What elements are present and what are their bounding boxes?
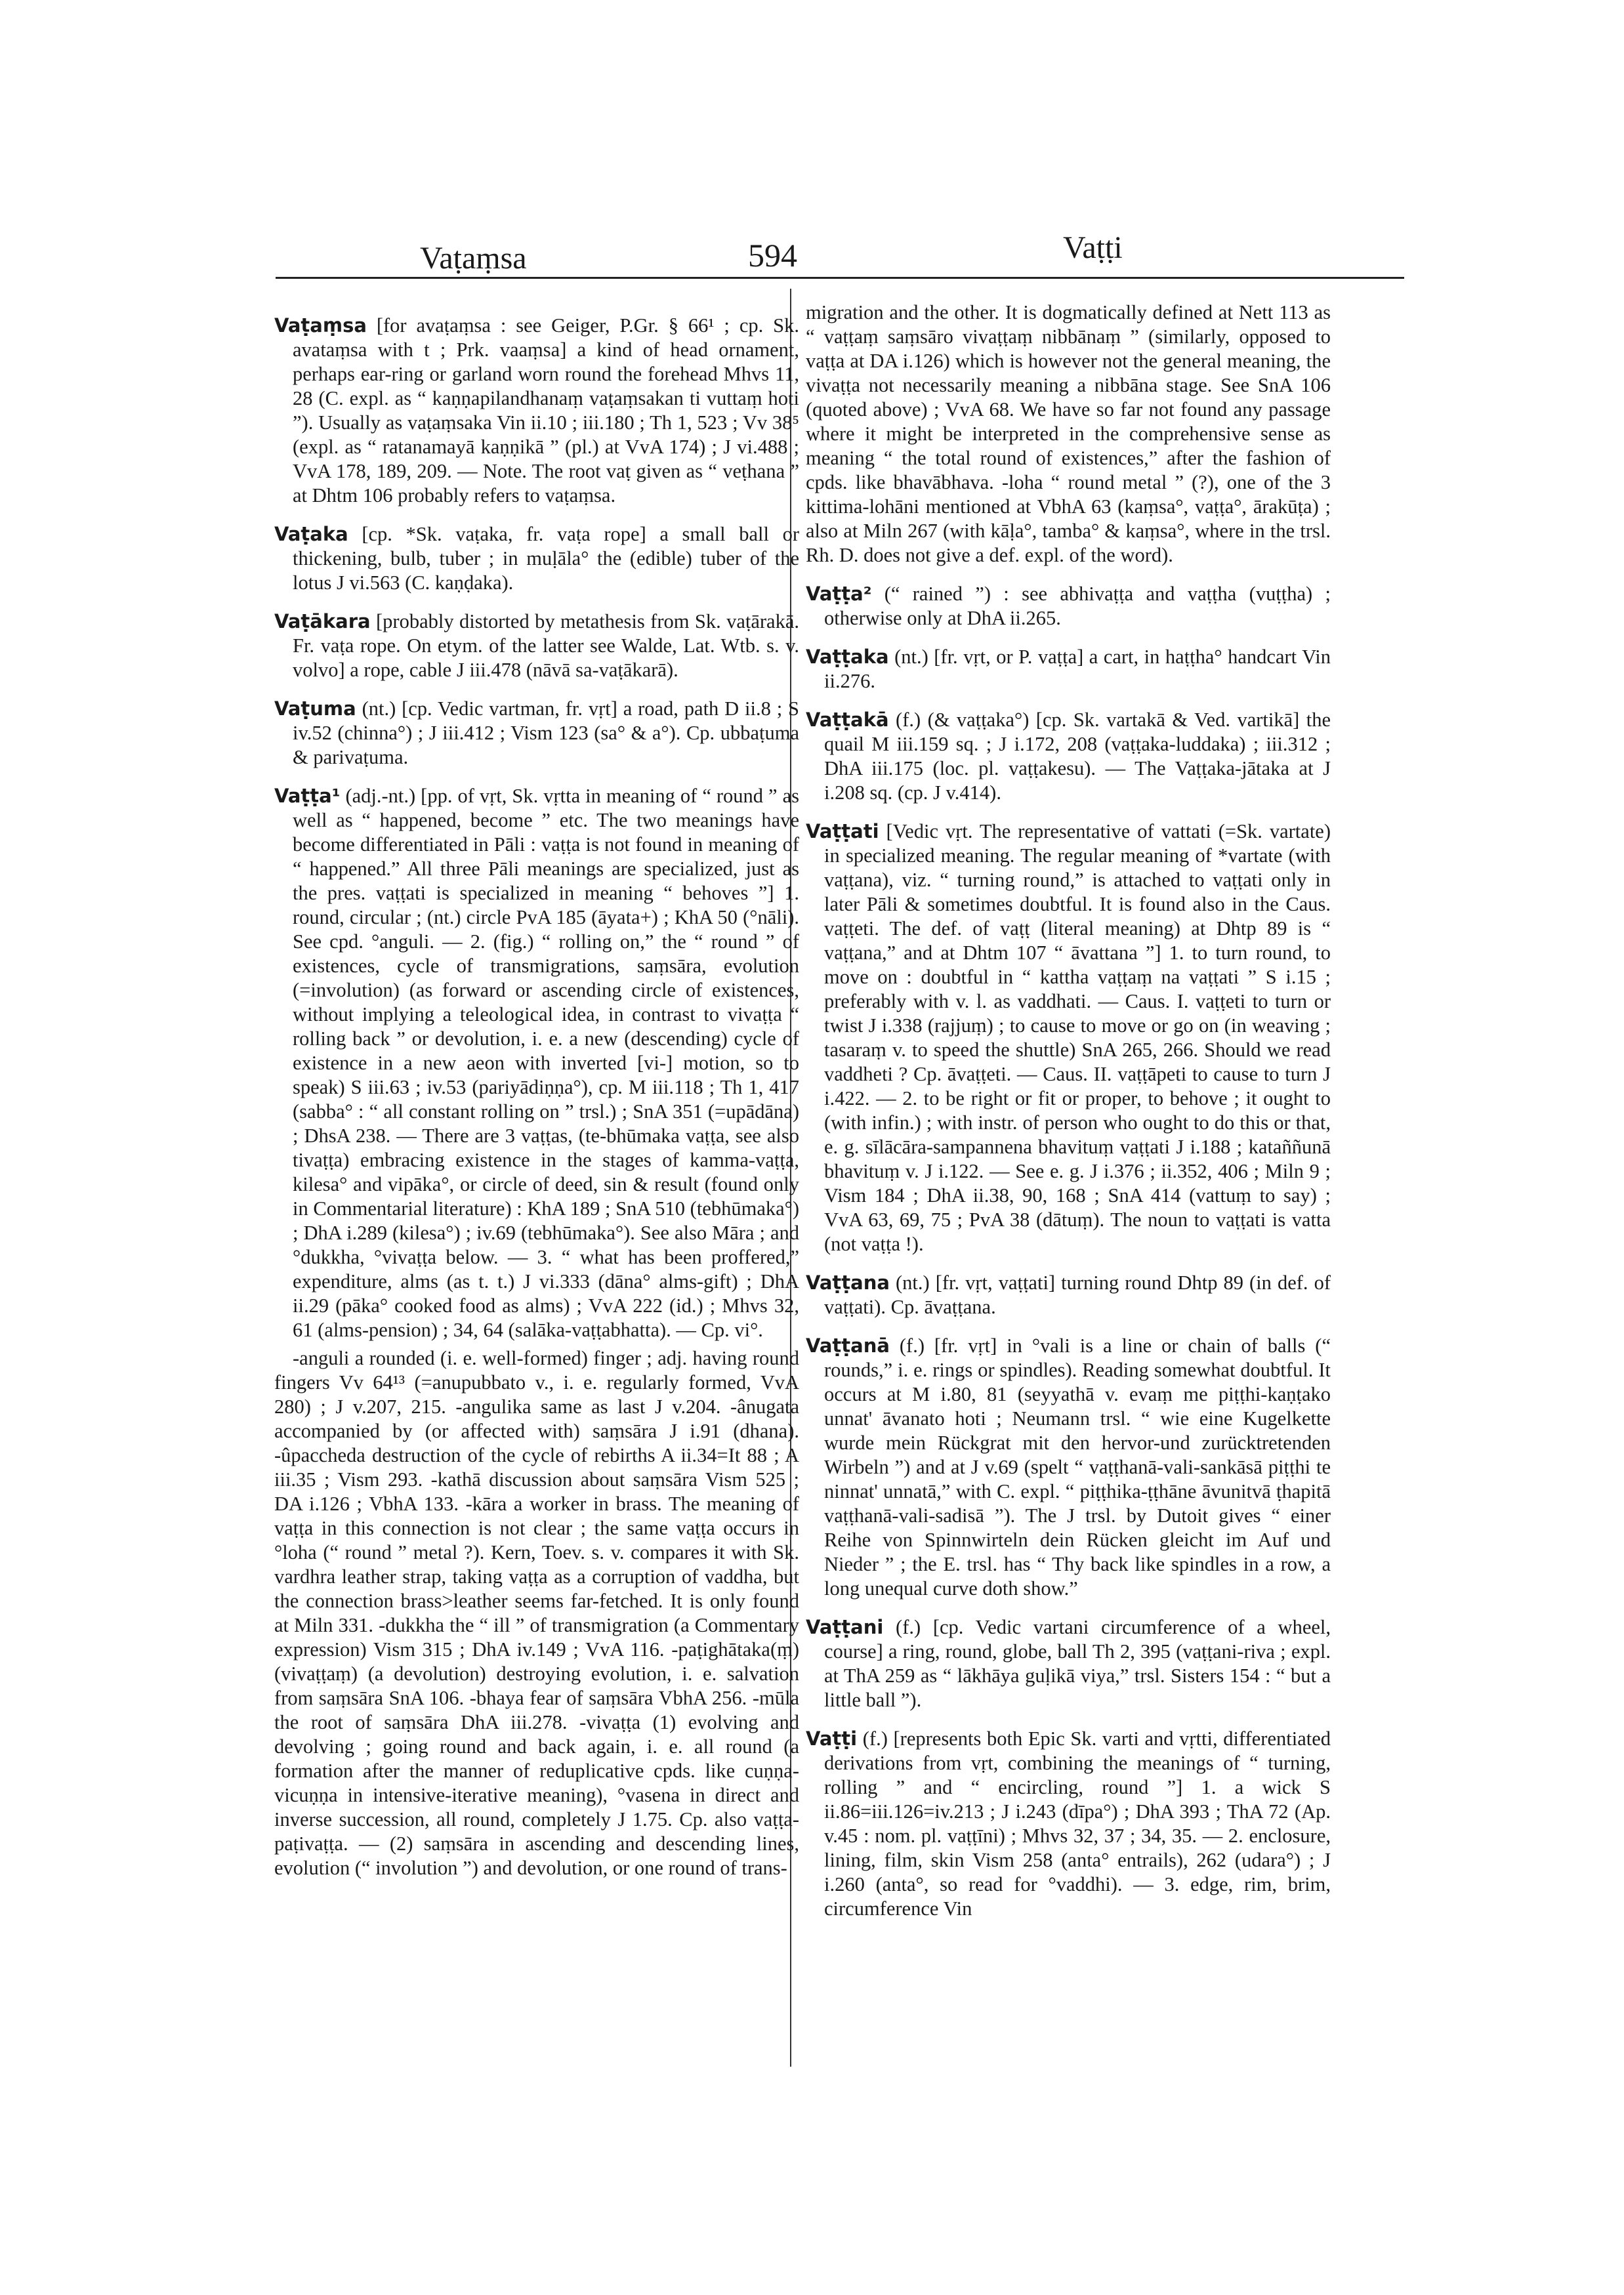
page-number: 594 [748,237,797,274]
entry-vattani [806,1615,1331,1712]
header-left-word: Vaṭaṃsa [420,241,527,276]
entry-text: migration and the other. It is dogmatically defined at Nett 113 as “ vaṭṭaṃ saṃsāro vivaṭṭaṃ nibbānaṃ ” (similarly, opposed to vaṭṭa at DA i.126) which is however not the general meaning, the vivaṭṭa not necessarily meaning a nibbāna stage. See SnA 106 (quoted above) ; VvA 68. We have so far not found any passage where it might be interpreted in the comprehensive sense as meaning “ the total round of existences,” after the fashion of cpds. like bhavābhava. -loha “ round metal ” (?), one of the 3 kittima-lohāni mentioned at VbhA 63 (kaṃsa°, vaṭṭa°, ārakūṭa) ; also at Miln 267 (with kāḷa°, tamba° & kaṃsa°, where in the trsl. Rh. D. does not give a def. expl. of the word). [806,301,1331,566]
headword: Vaṭṭakā [806,709,889,731]
entry-vatamsa [274,314,799,508]
headword: Vaṭṭaka [806,646,889,668]
entry-vatti [806,1727,1331,1921]
entry-text: (nt.) [cp. Vedic vartman, fr. vṛt] a road, path D ii.8 ; S iv.52 (chinna°) ; J iii.412 ; Vism 123 (sa° & a°). Cp. ubbaṭuma & parivaṭuma. [293,697,800,768]
headword: Vaṭṭa² [806,583,872,605]
entry-text: -anguli a rounded (i. e. well-formed) finger ; adj. having round fingers Vv 64¹³ (=anupubbato v., i. e. regularly formed, VvA 280) ; J v.207, 215. -angulika same as last J v.204. -ânugata accompanied by (or affected with) saṃsāra J i.91 (dhana). -ûpaccheda destruction of the cycle of rebirths A ii.34=It 88 ; A iii.35 ; Vism 293. -kathā discussion about saṃsāra Vism 525 ; DA i.126 ; VbhA 133. -kāra a worker in brass. The meaning of vaṭṭa in this connection is not clear ; the same vaṭṭa occurs in °loha (“ round ” metal ?). Kern, Toev. s. v. compares it with Sk. vardhra leather strap, taking vaṭṭa as a corruption of vaddha, but the connection brass>leather seems far-fetched. It is only found at Miln 331. -dukkha the “ ill ” of transmigration (a Commentary expression) Vism 315 ; DhA iv.149 ; VvA 116. -paṭighātaka(ṃ) (vivaṭṭaṃ) (a devolution) destroying evolution, i. e. salvation from saṃsāra SnA 106. -bhaya fear of saṃsāra VbhA 256. -mūla the root of saṃsāra DhA iii.278. -vivaṭṭa (1) evolving and devolving ; going round and back again, i. e. all round (a formation after the manner of reduplicative cpds. like cuṇṇa-vicuṇṇa in intensive-iterative meaning), °vasena in direct and inverse succession, all round, completely J 1.75. Cp. also vaṭṭa-paṭivaṭṭa. — (2) saṃsāra in ascending and descending lines, evolution (“ involution ”) and devolution, or one round of trans- [274,1347,799,1879]
entry-text: [Vedic vṛt. The representative of vattati (=Sk. vartate) in specialized meaning. The regular meaning of *vartate (with vaṭṭana), viz. “ turning round,” is attached to vaṭṭati only in later Pāli & sometimes doubtful. It is found also in the Caus. vaṭṭeti. The def. of vaṭṭ (literal meaning) at Dhtp 89 is “ vaṭṭana,” and at Dhtm 107 “ āvattana ”] 1. to turn round, to move on : doubtful in “ kattha vaṭṭaṃ na vaṭṭati ” S i.15 ; preferably with v. l. as vaddhati. — Caus. I. vaṭṭeti to turn or twist J i.338 (rajjuṃ) ; to cause to move or go on (in weaving ; tasaraṃ v. to speed the shuttle) SnA 265, 266. Should we read vaddheti ? Cp. āvaṭṭeti. — Caus. II. vaṭṭāpeti to cause to turn J i.422. — 2. to be right or fit or proper, to behove ; it ought to (with infin.) ; with instr. of person who ought to do this or that, e. g. sīlācāra-sampannena bhavituṃ vaṭṭati J i.188 ; kataññunā bhavituṃ v. J i.122. — See e. g. J i.376 ; ii.352, 406 ; Miln 9 ; Vism 184 ; DhA ii.38, 90, 168 ; SnA 414 (vattuṃ to say) ; VvA 63, 69, 75 ; PvA 38 (dātuṃ). The noun to vaṭṭati is vatta (not vaṭṭa !). [824,820,1331,1255]
header-rule [276,277,1404,279]
header-right-word: Vaṭṭi [1063,230,1123,265]
entry-vatta-2 [806,582,1331,631]
headword: Vaṭṭani [806,1616,884,1638]
entry-text: [probably distorted by metathesis from Sk. vaṭārakā. Fr. vaṭa rope. On etym. of the latter see Walde, Lat. Wtb. s. v. volvo] a rope, cable J iii.478 (nāvā sa-vaṭākarā). [293,610,799,681]
headword: Vaṭṭa¹ [274,785,341,807]
entry-vattaka [806,645,1331,693]
headword: Vaṭṭana [806,1272,890,1294]
entry-vattaka-f [806,708,1331,805]
entry-vatta-1-continued [806,300,1331,568]
entry-text: (f.) (& vaṭṭaka°) [cp. Sk. vartakā & Ved. vartikā] the quail M iii.159 sq. ; J i.172, 208 (vaṭṭaka-luddaka) ; iii.312 ; DhA iii.175 (loc. pl. vaṭṭakesu). — The Vaṭṭaka-jātaka at J i.208 sq. (cp. J v.414). [824,709,1331,804]
headword: Vaṭaka [274,523,348,545]
left-column [274,314,799,1883]
entry-vatta-1 [274,784,799,1342]
headword: Vaṭākara [274,610,371,632]
entry-text: (nt.) [fr. vṛt, vaṭṭati] turning round Dhtp 89 (in def. of vaṭṭati). Cp. āvaṭṭana. [824,1272,1331,1318]
entry-vatuma [274,697,799,770]
headword: Vaṭaṃsa [274,314,367,337]
entry-text: (adj.-nt.) [pp. of vṛt, Sk. vṛtta in meaning of “ round ” as well as “ happened, become ” etc. The two meanings have become differentiated in Pāli : vaṭṭa is not found in meaning of “ happened.” All three Pāli meanings are specialized, just as the pres. vaṭṭati is specialized in meaning “ behoves ”] 1. round, circular ; (nt.) circle PvA 185 (āyata+) ; KhA 50 (°nāli). See cpd. °anguli. — 2. (fig.) “ rolling on,” the “ round ” of existences, cycle of transmigrations, saṃsāra, evolution (=involution) (as forward or ascending circle of existences, without implying a teleological idea, in contrast to vivaṭṭa “ rolling back ” or devolution, i. e. a new (descending) cycle of existence in a new aeon with inverted [vi-] motion, so to speak) S iii.63 ; iv.53 (pariyādiṇṇa°), cp. M iii.118 ; Th 1, 417 (sabba° : “ all constant rolling on ” trsl.) ; SnA 351 (=upādāna) ; DhsA 238. — There are 3 vaṭṭas, (te-bhūmaka vaṭṭa, see also tivaṭṭa) embracing existence in the stages of kamma-vaṭṭa, kilesa° and vipāka°, or circle of deed, sin & result (found only in Commentarial literature) : KhA 189 ; SnA 510 (tebhūmaka°) ; DhA i.289 (kilesa°) ; iv.69 (tebhūmaka°). See also Māra ; and °dukkha, °vivaṭṭa below. — 3. “ what has been proffered,” expenditure, alms (as t. t.) J vi.333 (dāna° alms-gift) ; DhA ii.29 (pāka° cooked food as alms) ; VvA 222 (id.) ; Mhvs 32, 61 (alms-pension) ; 34, 64 (salāka-vaṭṭabhatta). — Cp. vi°. [293,785,800,1341]
headword: Vaṭuma [274,697,356,720]
entry-vattati [806,819,1331,1256]
entry-text: (“ rained ”) : see abhivaṭṭa and vaṭṭha (vuṭṭha) ; otherwise only at DhA ii.265. [824,583,1331,629]
entry-text: (nt.) [fr. vṛt, or P. vaṭṭa] a cart, in haṭṭha° handcart Vin ii.276. [824,646,1331,692]
page-header [276,230,1404,282]
entry-vatakara [274,610,799,682]
entry-vattana [806,1271,1331,1319]
entry-text: [cp. *Sk. vaṭaka, fr. vaṭa rope] a small ball or thickening, bulb, tuber ; in muḷāla° the (edible) tuber of the lotus J vi.563 (C. kaṇḍaka). [293,523,799,594]
right-column [806,300,1331,1935]
entry-vataka [274,522,799,595]
entry-text: [for avaṭaṃsa : see Geiger, P.Gr. § 66¹ ; cp. Sk. avataṃsa with t ; Prk. vaaṃsa] a kind of head ornament, perhaps ear-ring or garland worn round the forehead Mhvs 11, 28 (C. expl. as “ kaṇṇapilandhanaṃ vaṭaṃsakan ti vuttaṃ hoti ”). Usually as vaṭaṃsaka Vin ii.10 ; iii.180 ; Th 1, 523 ; Vv 38⁵ (expl. as “ ratanamayā kaṇṇikā ” (pl.) at VvA 174) ; J vi.488 ; VvA 178, 189, 209. — Note. The root vaṭ given as “ veṭhana ” at Dhtm 106 probably refers to vaṭaṃsa. [293,314,799,507]
entry-text: (f.) [cp. Vedic vartani circumference of a wheel, course] a ring, round, globe, ball Th 2, 395 (vaṭṭani-riva ; expl. at ThA 259 as “ lākhāya guḷikā viya,” trsl. Sisters 154 : “ but a little ball ”). [824,1616,1331,1711]
entry-text: (f.) [fr. vṛt] in °vali is a line or chain of balls (“ rounds,” i. e. rings or spindles). Reading somewhat doubtful. It occurs at M i.80, 81 (seyyathā v. evaṃ me piṭṭhi-kaṇṭako unnat' āvanato hoti ; Neumann trsl. “ wie eine Kugelkette wurde mein Rückgrat mit den hervor-und zurücktretenden Wirbeln ”) and at J v.69 (spelt “ vaṭṭhanā-vali-sankāsā piṭṭhi te ninnat' unnatā,” with C. expl. “ piṭṭhika-ṭṭhāne āvunitvā ṭhapitā vaṭṭhanā-vali-sadisā ”). The J trsl. by Dutoit gives “ einer Reihe von Spinnwirteln dein Rücken gleicht im Auf und Nieder ” ; the E. trsl. has “ Thy back like spindles in a row, a long unequal curve doth show.” [824,1334,1331,1600]
headword: Vaṭṭi [806,1727,858,1750]
headword: Vaṭṭati [806,820,879,842]
entry-vattana-f [806,1334,1331,1601]
entry-text: (f.) [represents both Epic Sk. varti and vṛtti, differentiated derivations from vṛt, combining the meanings of “ turning, rolling ” and “ encircling, round ”] 1. a wick S ii.86=iii.126=iv.213 ; J i.243 (dīpa°) ; DhA 393 ; ThA 72 (Ap. v.45 : nom. pl. vaṭṭīni) ; Mhvs 32, 37 ; 34, 35. — 2. enclosure, lining, film, skin Vism 258 (anta° entrails), 262 (udara°) ; J i.260 (anta°, so read for °vaddhi). — 3. edge, rim, brim, circumference Vin [824,1727,1331,1920]
headword: Vaṭṭanā [806,1334,890,1357]
entry-vatta-1-compounds [274,1346,799,1880]
